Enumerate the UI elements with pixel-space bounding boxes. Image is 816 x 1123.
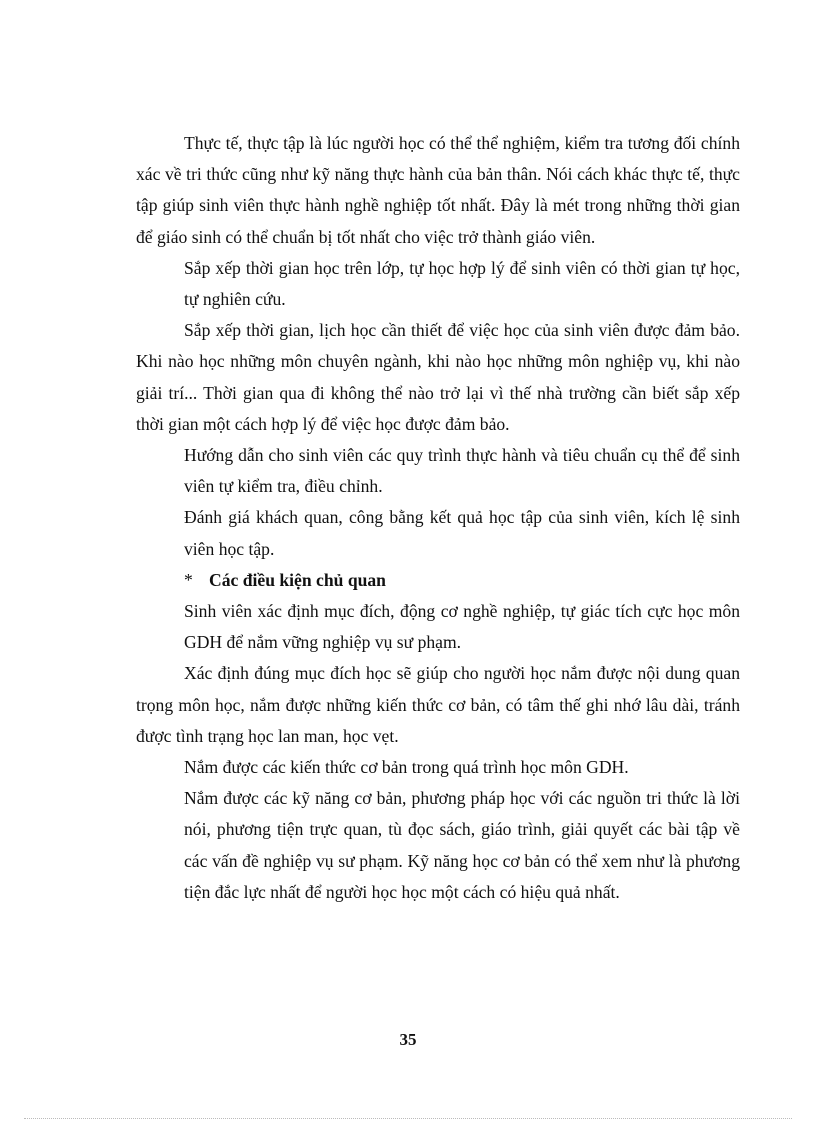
paragraph-motivation: Sinh viên xác định mục đích, động cơ nghề nghiệp, tự giác tích cực học môn GDH để nắm vững nghiệp vụ sư phạm. xyxy=(184,601,740,653)
paragraph-basic-knowledge: Nắm được các kiến thức cơ bản trong quá trình học môn GDH. xyxy=(184,757,629,778)
paragraph-assessment: Đánh giá khách quan, công bằng kết quả học tập của sinh viên, kích lệ sinh viên học tập. xyxy=(184,507,740,559)
section-heading-text: Các điều kiện chủ quan xyxy=(209,569,386,590)
paragraph-schedule-self-study: Sắp xếp thời gian học trên lớp, tự học hợp lý để sinh viên có thời gian tự học, tự nghiên cứu. xyxy=(184,257,740,310)
body-text xyxy=(136,128,740,908)
paragraph-timetable: Sắp xếp thời gian, lịch học cần thiết để việc học của sinh viên được đảm bảo. Khi nào học những môn chuyên ngành, khi nào học những môn nghiệp vụ, khi nào giải trí... Thời gian qua đi không thể nào trở lại vì thế nhà trường cần biết sắp xếp thời gian một cách hợp lý để việc học được đảm bảo. xyxy=(136,320,740,434)
paragraph-practice: Thực tế, thực tập là lúc người học có thể thể nghiệm, kiểm tra tương đối chính xác về tri thức cũng như kỹ năng thực hành của bản thân. Nói cách khác thực tế, thực tập giúp sinh viên thực hành nghề nghiệp tốt nhất. Đây là mét trong những thời gian để giáo sinh có thể chuẩn bị tốt nhất cho việc trở thành giáo viên. xyxy=(136,133,740,247)
section-heading xyxy=(136,565,740,596)
footer-divider xyxy=(24,1118,792,1119)
paragraph-purpose: Xác định đúng mục đích học sẽ giúp cho người học nắm được nội dung quan trọng môn học, nắm được những kiến thức cơ bản, có tâm thế ghi nhớ lâu dài, tránh được tình trạng học lan man, học vẹt. xyxy=(136,663,740,746)
paragraph-basic-skills: Nắm được các kỹ năng cơ bản, phương pháp học với các nguồn tri thức là lời nói, phương tiện trực quan, tù đọc sách, giáo trình, giải quyết các bài tập về các vấn đề nghiệp vụ sư phạm. Kỹ năng học cơ bản có thể xem như là phương tiện đắc lực nhất để người học học một cách có hiệu quả nhất. xyxy=(184,788,740,902)
page-number: 35 xyxy=(399,1030,417,1049)
bullet-star: * xyxy=(184,569,193,590)
paragraph-guidance: Hướng dẫn cho sinh viên các quy trình thực hành và tiêu chuẩn cụ thể để sinh viên tự kiểm tra, điều chỉnh. xyxy=(184,445,740,497)
